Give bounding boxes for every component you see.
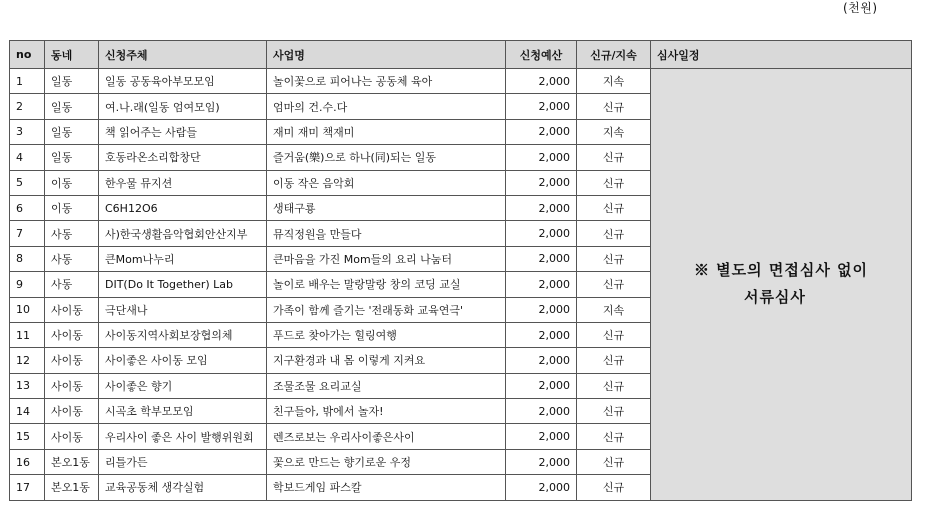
schedule-cell xyxy=(651,69,912,501)
cell-budget: 2,000 xyxy=(506,221,577,246)
cell-no: 13 xyxy=(10,373,45,398)
cell-budget: 2,000 xyxy=(506,145,577,170)
cell-type: 신규 xyxy=(577,373,651,398)
cell-project: 학보드게임 파스칼 xyxy=(267,475,506,500)
cell-budget: 2,000 xyxy=(506,94,577,119)
header-project: 사업명 xyxy=(267,41,506,69)
cell-budget: 2,000 xyxy=(506,246,577,271)
cell-budget: 2,000 xyxy=(506,69,577,94)
cell-applicant: 사이동지역사회보장협의체 xyxy=(99,322,267,347)
cell-project: 꽃으로 만드는 향기로운 우정 xyxy=(267,449,506,474)
cell-dong: 이동 xyxy=(45,170,99,195)
cell-project: 뮤직정원을 만들다 xyxy=(267,221,506,246)
cell-project: 큰마음을 가진 Mom들의 요리 나눔터 xyxy=(267,246,506,271)
cell-applicant: 시곡초 학부모모임 xyxy=(99,399,267,424)
cell-budget: 2,000 xyxy=(506,373,577,398)
cell-budget: 2,000 xyxy=(506,348,577,373)
header-budget: 신청예산 xyxy=(506,41,577,69)
cell-type: 신규 xyxy=(577,399,651,424)
cell-applicant: 호동라온소리합창단 xyxy=(99,145,267,170)
cell-applicant: 우리사이 좋은 사이 발행위원회 xyxy=(99,424,267,449)
cell-type: 신규 xyxy=(577,449,651,474)
cell-type: 신규 xyxy=(577,348,651,373)
cell-budget: 2,000 xyxy=(506,170,577,195)
cell-no: 6 xyxy=(10,195,45,220)
cell-no: 1 xyxy=(10,69,45,94)
cell-dong: 사이동 xyxy=(45,424,99,449)
cell-dong: 이동 xyxy=(45,195,99,220)
cell-project: 푸드로 찾아가는 힐링여행 xyxy=(267,322,506,347)
cell-type: 신규 xyxy=(577,195,651,220)
header-no: no xyxy=(10,41,45,69)
cell-type: 신규 xyxy=(577,322,651,347)
cell-applicant: 큰Mom나누리 xyxy=(99,246,267,271)
cell-no: 5 xyxy=(10,170,45,195)
cell-project: 즐거움(樂)으로 하나(同)되는 일동 xyxy=(267,145,506,170)
cell-type: 신규 xyxy=(577,170,651,195)
cell-project: 이동 작은 음악회 xyxy=(267,170,506,195)
cell-dong: 일동 xyxy=(45,119,99,144)
cell-type: 신규 xyxy=(577,221,651,246)
cell-applicant: 책 읽어주는 사람들 xyxy=(99,119,267,144)
cell-type: 지속 xyxy=(577,119,651,144)
cell-budget: 2,000 xyxy=(506,119,577,144)
cell-budget: 2,000 xyxy=(506,399,577,424)
cell-no: 4 xyxy=(10,145,45,170)
cell-dong: 사이동 xyxy=(45,348,99,373)
cell-applicant: 교육공동체 생각실험 xyxy=(99,475,267,500)
cell-dong: 사이동 xyxy=(45,297,99,322)
cell-project: 조물조물 요리교실 xyxy=(267,373,506,398)
cell-project: 생태구룡 xyxy=(267,195,506,220)
header-applicant: 신청주체 xyxy=(99,41,267,69)
cell-no: 2 xyxy=(10,94,45,119)
cell-budget: 2,000 xyxy=(506,424,577,449)
header-type: 신규/지속 xyxy=(577,41,651,69)
cell-applicant: 리틀가든 xyxy=(99,449,267,474)
cell-no: 12 xyxy=(10,348,45,373)
cell-no: 17 xyxy=(10,475,45,500)
cell-budget: 2,000 xyxy=(506,475,577,500)
schedule-note-line2: 서류심사 xyxy=(743,288,806,307)
cell-dong: 사이동 xyxy=(45,322,99,347)
cell-applicant: 일동 공동육아부모모임 xyxy=(99,69,267,94)
cell-dong: 일동 xyxy=(45,69,99,94)
cell-budget: 2,000 xyxy=(506,195,577,220)
cell-no: 10 xyxy=(10,297,45,322)
cell-type: 신규 xyxy=(577,246,651,271)
schedule-note xyxy=(694,257,868,311)
cell-dong: 일동 xyxy=(45,94,99,119)
cell-type: 신규 xyxy=(577,145,651,170)
cell-dong: 사이동 xyxy=(45,399,99,424)
cell-applicant: DIT(Do It Together) Lab xyxy=(99,272,267,297)
unit-label: (천원) xyxy=(843,1,878,15)
cell-dong: 사동 xyxy=(45,221,99,246)
cell-dong: 본오1동 xyxy=(45,475,99,500)
cell-applicant: 사)한국생활음악협회안산지부 xyxy=(99,221,267,246)
cell-project: 가족이 함께 즐기는 '전래동화 교육연극' xyxy=(267,297,506,322)
cell-project: 놀이로 배우는 말랑말랑 창의 코딩 교실 xyxy=(267,272,506,297)
cell-no: 8 xyxy=(10,246,45,271)
cell-applicant: 사이좋은 향기 xyxy=(99,373,267,398)
header-row xyxy=(10,41,912,69)
cell-applicant: C6H12O6 xyxy=(99,195,267,220)
header-schedule: 심사일정 xyxy=(651,41,912,69)
cell-project: 렌즈로보는 우리사이좋은사이 xyxy=(267,424,506,449)
cell-project: 엄마의 건.수.다 xyxy=(267,94,506,119)
cell-no: 11 xyxy=(10,322,45,347)
cell-budget: 2,000 xyxy=(506,449,577,474)
cell-dong: 사동 xyxy=(45,246,99,271)
cell-dong: 사동 xyxy=(45,272,99,297)
cell-project: 재미 재미 책재미 xyxy=(267,119,506,144)
cell-budget: 2,000 xyxy=(506,322,577,347)
cell-type: 신규 xyxy=(577,94,651,119)
cell-type: 신규 xyxy=(577,424,651,449)
cell-dong: 일동 xyxy=(45,145,99,170)
cell-applicant: 여.나.래(일동 엄여모임) xyxy=(99,94,267,119)
cell-applicant: 극단새나 xyxy=(99,297,267,322)
cell-project: 친구들아, 밖에서 놀자! xyxy=(267,399,506,424)
cell-applicant: 한우물 뮤지션 xyxy=(99,170,267,195)
cell-type: 지속 xyxy=(577,69,651,94)
cell-type: 지속 xyxy=(577,297,651,322)
cell-type: 신규 xyxy=(577,272,651,297)
cell-project: 놀이꽃으로 피어나는 공동체 육아 xyxy=(267,69,506,94)
cell-no: 3 xyxy=(10,119,45,144)
cell-type: 신규 xyxy=(577,475,651,500)
schedule-note-line1: ※ 별도의 면접심사 없이 xyxy=(693,261,869,280)
cell-no: 14 xyxy=(10,399,45,424)
cell-no: 9 xyxy=(10,272,45,297)
cell-applicant: 사이좋은 사이동 모임 xyxy=(99,348,267,373)
cell-dong: 본오1동 xyxy=(45,449,99,474)
cell-no: 7 xyxy=(10,221,45,246)
cell-budget: 2,000 xyxy=(506,272,577,297)
cell-no: 16 xyxy=(10,449,45,474)
table-body xyxy=(10,69,912,501)
header-dong: 동네 xyxy=(45,41,99,69)
cell-dong: 사이동 xyxy=(45,373,99,398)
cell-budget: 2,000 xyxy=(506,297,577,322)
cell-project: 지구환경과 내 몸 이렇게 지켜요 xyxy=(267,348,506,373)
table-row xyxy=(10,69,912,94)
budget-table xyxy=(9,40,912,501)
cell-no: 15 xyxy=(10,424,45,449)
